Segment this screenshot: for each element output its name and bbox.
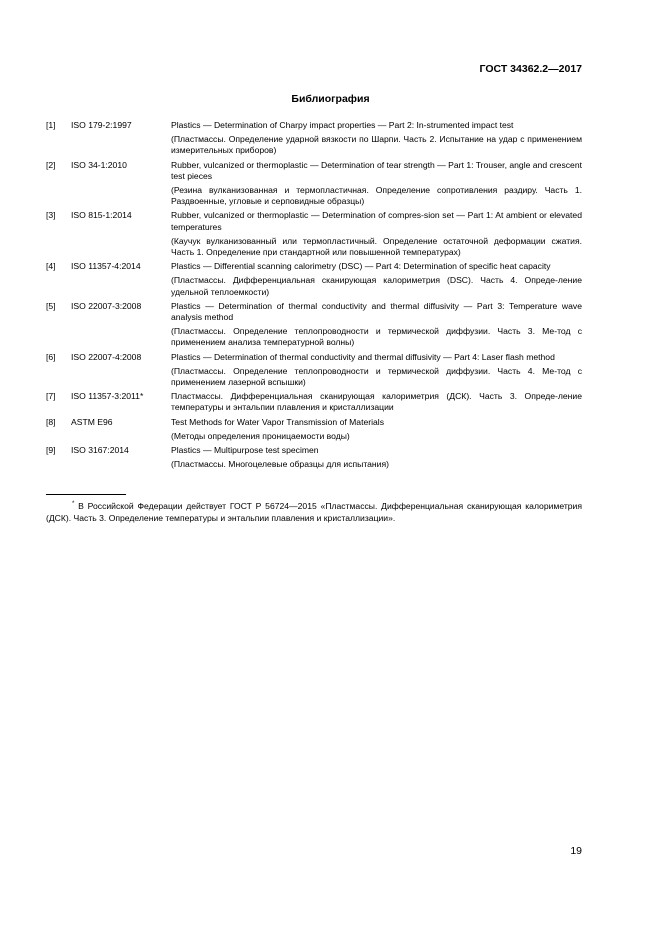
bibliography-entry-6 xyxy=(46,352,582,389)
entry-standard-code: ISO 3167:2014 xyxy=(71,445,129,456)
entry-number: [3] xyxy=(46,210,56,221)
entry-number: [7] xyxy=(46,391,56,402)
entry-standard-code: ISO 34-1:2010 xyxy=(71,159,127,170)
bibliography-entry-5 xyxy=(46,301,582,349)
bibliography-entry-9 xyxy=(46,445,582,470)
footnote xyxy=(46,498,582,524)
entry-translation: (Резина вулканизованная и термопластичная. Определение сопротивления раздиру. Часть 1. Раздвоенные, угловые и серповидные образцы) xyxy=(171,185,582,207)
entry-translation: (Методы определения проницаемости воды) xyxy=(171,430,350,441)
entry-translation: (Пластмассы. Определение теплопроводности и термической диффузии. Часть 4. Ме-тод с применением лазерной вспышки) xyxy=(171,365,582,388)
bibliography-entry-4 xyxy=(46,261,582,298)
entry-title: Plastics — Determination of thermal conductivity and thermal diffusivity — Part 4: Laser flash method xyxy=(171,351,555,362)
document-header: ГОСТ 34362.2—2017 xyxy=(479,63,582,75)
entry-standard-code: ISO 22007-4:2008 xyxy=(71,351,142,362)
page-number: 19 xyxy=(570,845,582,857)
bibliography-entry-7 xyxy=(46,391,582,413)
entry-standard-code: ISO 11357-3:2011* xyxy=(71,391,144,402)
entry-number: [5] xyxy=(46,300,56,311)
entry-standard-code: ISO 179-2:1997 xyxy=(71,120,132,130)
entry-translation: (Пластмассы. Определение ударной вязкости по Шарпи. Часть 2. Испытание на удар с применением измерительных приборов) xyxy=(171,134,582,156)
entry-number: [2] xyxy=(46,159,56,170)
entry-translation: (Пластмассы. Многоцелевые образцы для испытания) xyxy=(171,459,389,470)
entry-standard-code: ISO 22007-3:2008 xyxy=(71,300,142,311)
footnote-text: В Российской Федерации действует ГОСТ Р 56724—2015 «Пластмассы. Дифференциальная сканирующая калориметрия (ДСК). Часть 3. Определение температуры и энтальпии плавления и кристаллизации». xyxy=(46,500,582,523)
entry-translation: (Пластмассы. Дифференциальная сканирующая калориметрия (DSC). Часть 4. Опреде-ление удельной теплоемкости) xyxy=(171,275,582,297)
entry-number: [4] xyxy=(46,261,56,272)
entry-title: Plastics — Multipurpose test specimen xyxy=(171,445,319,456)
entry-number: [8] xyxy=(46,416,56,427)
footnote-divider xyxy=(46,494,126,495)
bibliography-entry-2 xyxy=(46,160,582,208)
entry-translation: (Каучук вулканизованный или термопластичный. Определение остаточной деформации сжатия. Часть 1. Определение при стандартной или повышенной температурах) xyxy=(171,235,582,258)
page-title: Библиография xyxy=(291,93,370,105)
bibliography-entry-8 xyxy=(46,417,582,442)
entry-title: Test Methods for Water Vapor Transmission of Materials xyxy=(171,416,385,427)
entry-number: [6] xyxy=(46,351,56,362)
bibliography-list xyxy=(46,120,582,473)
bibliography-entry-1 xyxy=(46,120,582,157)
entry-title: Plastics — Determination of Charpy impact properties — Part 2: In-strumented impact test xyxy=(171,120,514,130)
entry-standard-code: ISO 815-1:2014 xyxy=(71,210,132,221)
entry-standard-code: ASTM E96 xyxy=(71,416,113,427)
bibliography-entry-3 xyxy=(46,210,582,258)
entry-title: Rubber, vulcanized or thermoplastic — Determination of tear strength — Part 1: Trouser, angle and crescent test pieces xyxy=(171,159,582,181)
entry-number: [1] xyxy=(46,120,56,130)
entry-number: [9] xyxy=(46,445,56,456)
entry-title: Plastics — Differential scanning calorimetry (DSC) — Part 4: Determination of specific heat capacity xyxy=(171,261,551,272)
entry-title: Plastics — Determination of thermal conductivity and thermal diffusivity — Part 3: Temperature wave analysis method xyxy=(171,300,582,323)
entry-title: Rubber, vulcanized or thermoplastic — Determination of compres-sion set — Part 1: At ambient or elevated temperatures xyxy=(171,210,582,232)
entry-title: Пластмассы. Дифференциальная сканирующая калориметрия (ДСК). Часть 3. Опреде-ление температуры и энтальпии плавления и кристаллизации xyxy=(171,391,582,413)
entry-translation: (Пластмассы. Определение теплопроводности и термической диффузии. Часть 3. Ме-тод с применением анализа температурной волны) xyxy=(171,326,582,348)
footnote-marker: * xyxy=(72,501,75,507)
entry-standard-code: ISO 11357-4:2014 xyxy=(71,261,141,272)
